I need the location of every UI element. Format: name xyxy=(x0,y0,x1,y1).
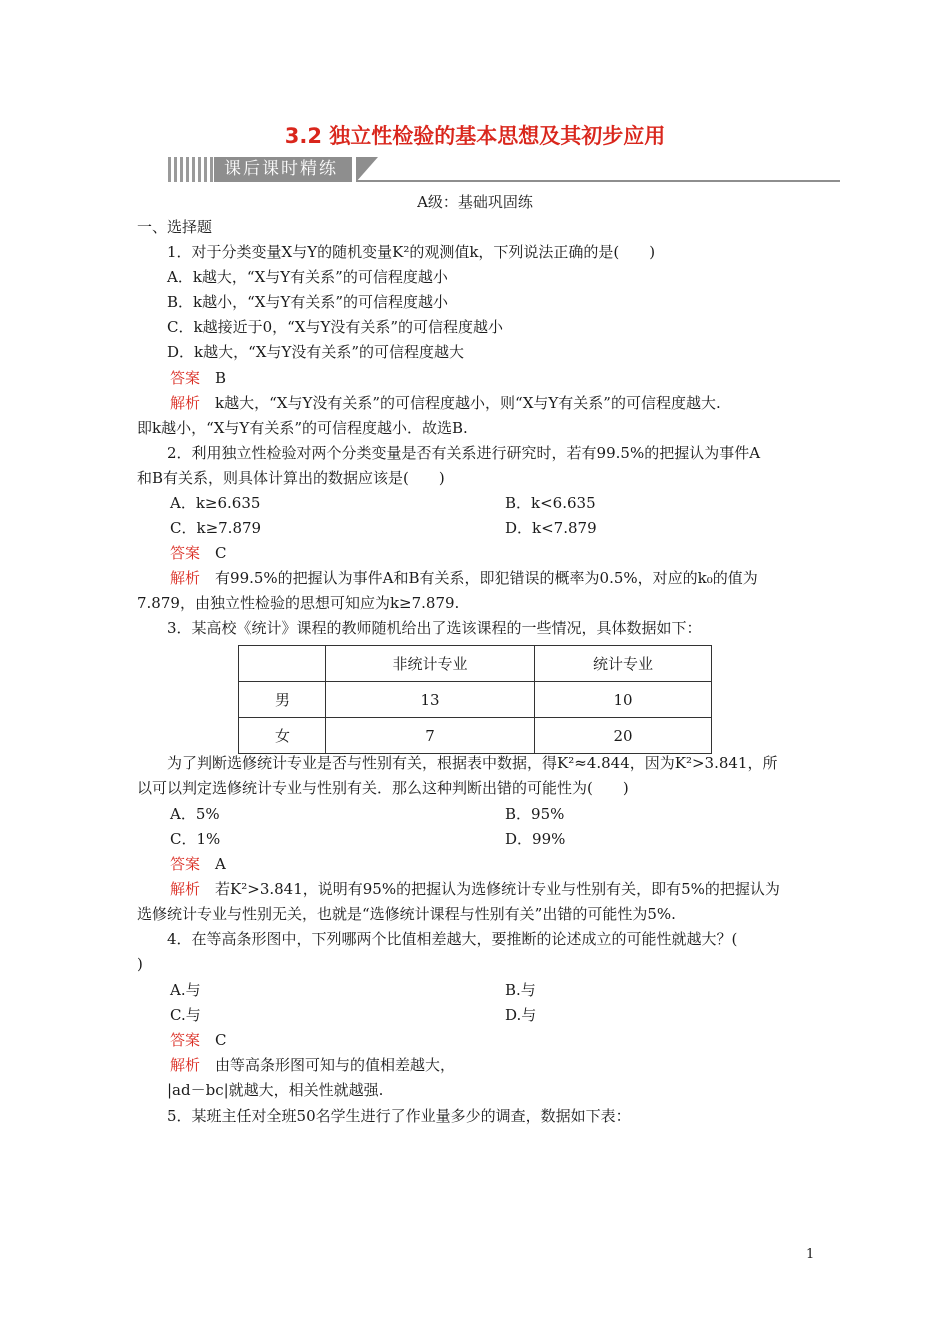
q1-answer xyxy=(170,368,226,388)
q3-data-table xyxy=(238,645,712,754)
q4-answer xyxy=(170,1030,227,1050)
q2-stem-line2: 和B有关系，则具体计算出的数据应该是( ) xyxy=(137,469,445,487)
q3-answer xyxy=(170,854,226,874)
answer-value: A xyxy=(215,855,226,873)
q3-analysis-line1 xyxy=(170,879,780,899)
q4-option-c: C.与 xyxy=(170,1006,201,1024)
answer-label: 答案 xyxy=(170,855,201,873)
q2-analysis-line1 xyxy=(170,568,758,588)
table-header-cell: 统计专业 xyxy=(535,646,712,682)
q4-stem-line1: 4．在等高条形图中，下列哪两个比值相差越大，要推断的论述成立的可能性就越大？( xyxy=(167,930,738,948)
q2-option-a: A．k≥6.635 xyxy=(170,494,261,512)
table-row-label: 女 xyxy=(239,718,326,754)
table-row xyxy=(239,718,712,754)
q1-analysis-line2: 即k越小，“X与Y有关系”的可信程度越小．故选B. xyxy=(137,419,468,437)
page-number: 1 xyxy=(806,1247,815,1262)
q3-option-b: B．95% xyxy=(505,805,565,823)
table-header-row xyxy=(239,646,712,682)
answer-value: C xyxy=(215,544,227,562)
analysis-label: 解析 xyxy=(170,569,201,587)
analysis-text: 由等高条形图可知与的值相差越大， xyxy=(215,1056,456,1074)
q2-option-b: B．k<6.635 xyxy=(505,494,596,512)
q2-answer xyxy=(170,543,227,563)
q1-option-b: B．k越小，“X与Y有关系”的可信程度越小 xyxy=(167,293,449,311)
q4-option-b: B.与 xyxy=(505,981,536,999)
banner-tail-decoration xyxy=(356,157,378,182)
answer-label: 答案 xyxy=(170,369,201,387)
q4-option-a: A.与 xyxy=(170,981,201,999)
table-row-label: 男 xyxy=(239,682,326,718)
table-cell: 20 xyxy=(535,718,712,754)
section-banner xyxy=(168,157,840,183)
level-heading: A级：基础巩固练 xyxy=(417,193,533,211)
q4-option-d: D.与 xyxy=(505,1006,537,1024)
answer-label: 答案 xyxy=(170,544,201,562)
q3-analysis-line2: 选修统计专业与性别无关，也就是“选修统计课程与性别有关”出错的可能性为5%. xyxy=(137,905,676,923)
q3-option-c: C．1% xyxy=(170,830,221,848)
q3-option-d: D．99% xyxy=(505,830,566,848)
page-title: 3.2 独立性检验的基本思想及其初步应用 xyxy=(284,124,666,148)
q3-text-line2: 以可以判定选修统计专业与性别有关．那么这种判断出错的可能性为( ) xyxy=(137,779,629,797)
table-row xyxy=(239,682,712,718)
table-header-cell: 非统计专业 xyxy=(326,646,535,682)
answer-label: 答案 xyxy=(170,1031,201,1049)
table-cell: 13 xyxy=(326,682,535,718)
q4-analysis-line1 xyxy=(170,1055,455,1075)
analysis-label: 解析 xyxy=(170,880,201,898)
analysis-text: k越大，“X与Y没有关系”的可信程度越小，则“X与Y有关系”的可信程度越大. xyxy=(215,394,721,412)
q1-stem: 1．对于分类变量X与Y的随机变量K²的观测值k，下列说法正确的是( ) xyxy=(167,243,656,261)
q1-option-d: D．k越大，“X与Y没有关系”的可信程度越大 xyxy=(167,343,465,361)
q2-option-c: C．k≥7.879 xyxy=(170,519,262,537)
banner-underline xyxy=(356,180,840,182)
q5-stem: 5．某班主任对全班50名学生进行了作业量多少的调查，数据如下表： xyxy=(167,1107,631,1125)
analysis-label: 解析 xyxy=(170,1056,201,1074)
analysis-text: 若K²>3.841，说明有95%的把握认为选修统计专业与性别有关，即有5%的把握认为 xyxy=(215,880,780,898)
q3-stem: 3．某高校《统计》课程的教师随机给出了选该课程的一些情况，具体数据如下： xyxy=(167,619,702,637)
q2-option-d: D．k<7.879 xyxy=(505,519,597,537)
q3-text-line1: 为了判断选修统计专业是否与性别有关，根据表中数据，得K²≈4.844，因为K²>3.841，所 xyxy=(167,754,778,772)
q1-option-c: C．k越接近于0，“X与Y没有关系”的可信程度越小 xyxy=(167,318,504,336)
q2-analysis-line2: 7.879，由独立性检验的思想可知应为k≥7.879. xyxy=(137,594,460,612)
q1-option-a: A．k越大，“X与Y有关系”的可信程度越小 xyxy=(167,268,448,286)
analysis-text: 有99.5%的把握认为事件A和B有关系，即犯错误的概率为0.5%，对应的k₀的值为 xyxy=(215,569,758,587)
q4-stem-line2: ) xyxy=(137,955,143,973)
q3-option-a: A．5% xyxy=(170,805,220,823)
answer-value: C xyxy=(215,1031,227,1049)
table-cell: 7 xyxy=(326,718,535,754)
banner-stripes-decoration xyxy=(168,157,214,182)
analysis-label: 解析 xyxy=(170,394,201,412)
q2-stem-line1: 2．利用独立性检验对两个分类变量是否有关系进行研究时，若有99.5%的把握认为事件A xyxy=(167,444,761,462)
section-banner-label: 课后课时精练 xyxy=(214,157,352,182)
part-heading: 一、选择题 xyxy=(137,218,213,236)
table-corner-cell xyxy=(239,646,326,682)
table-cell: 10 xyxy=(535,682,712,718)
answer-value: B xyxy=(215,369,227,387)
q4-analysis-line2: |ad－bc|就越大，相关性就越强. xyxy=(167,1081,384,1099)
q1-analysis-line1 xyxy=(170,393,721,413)
